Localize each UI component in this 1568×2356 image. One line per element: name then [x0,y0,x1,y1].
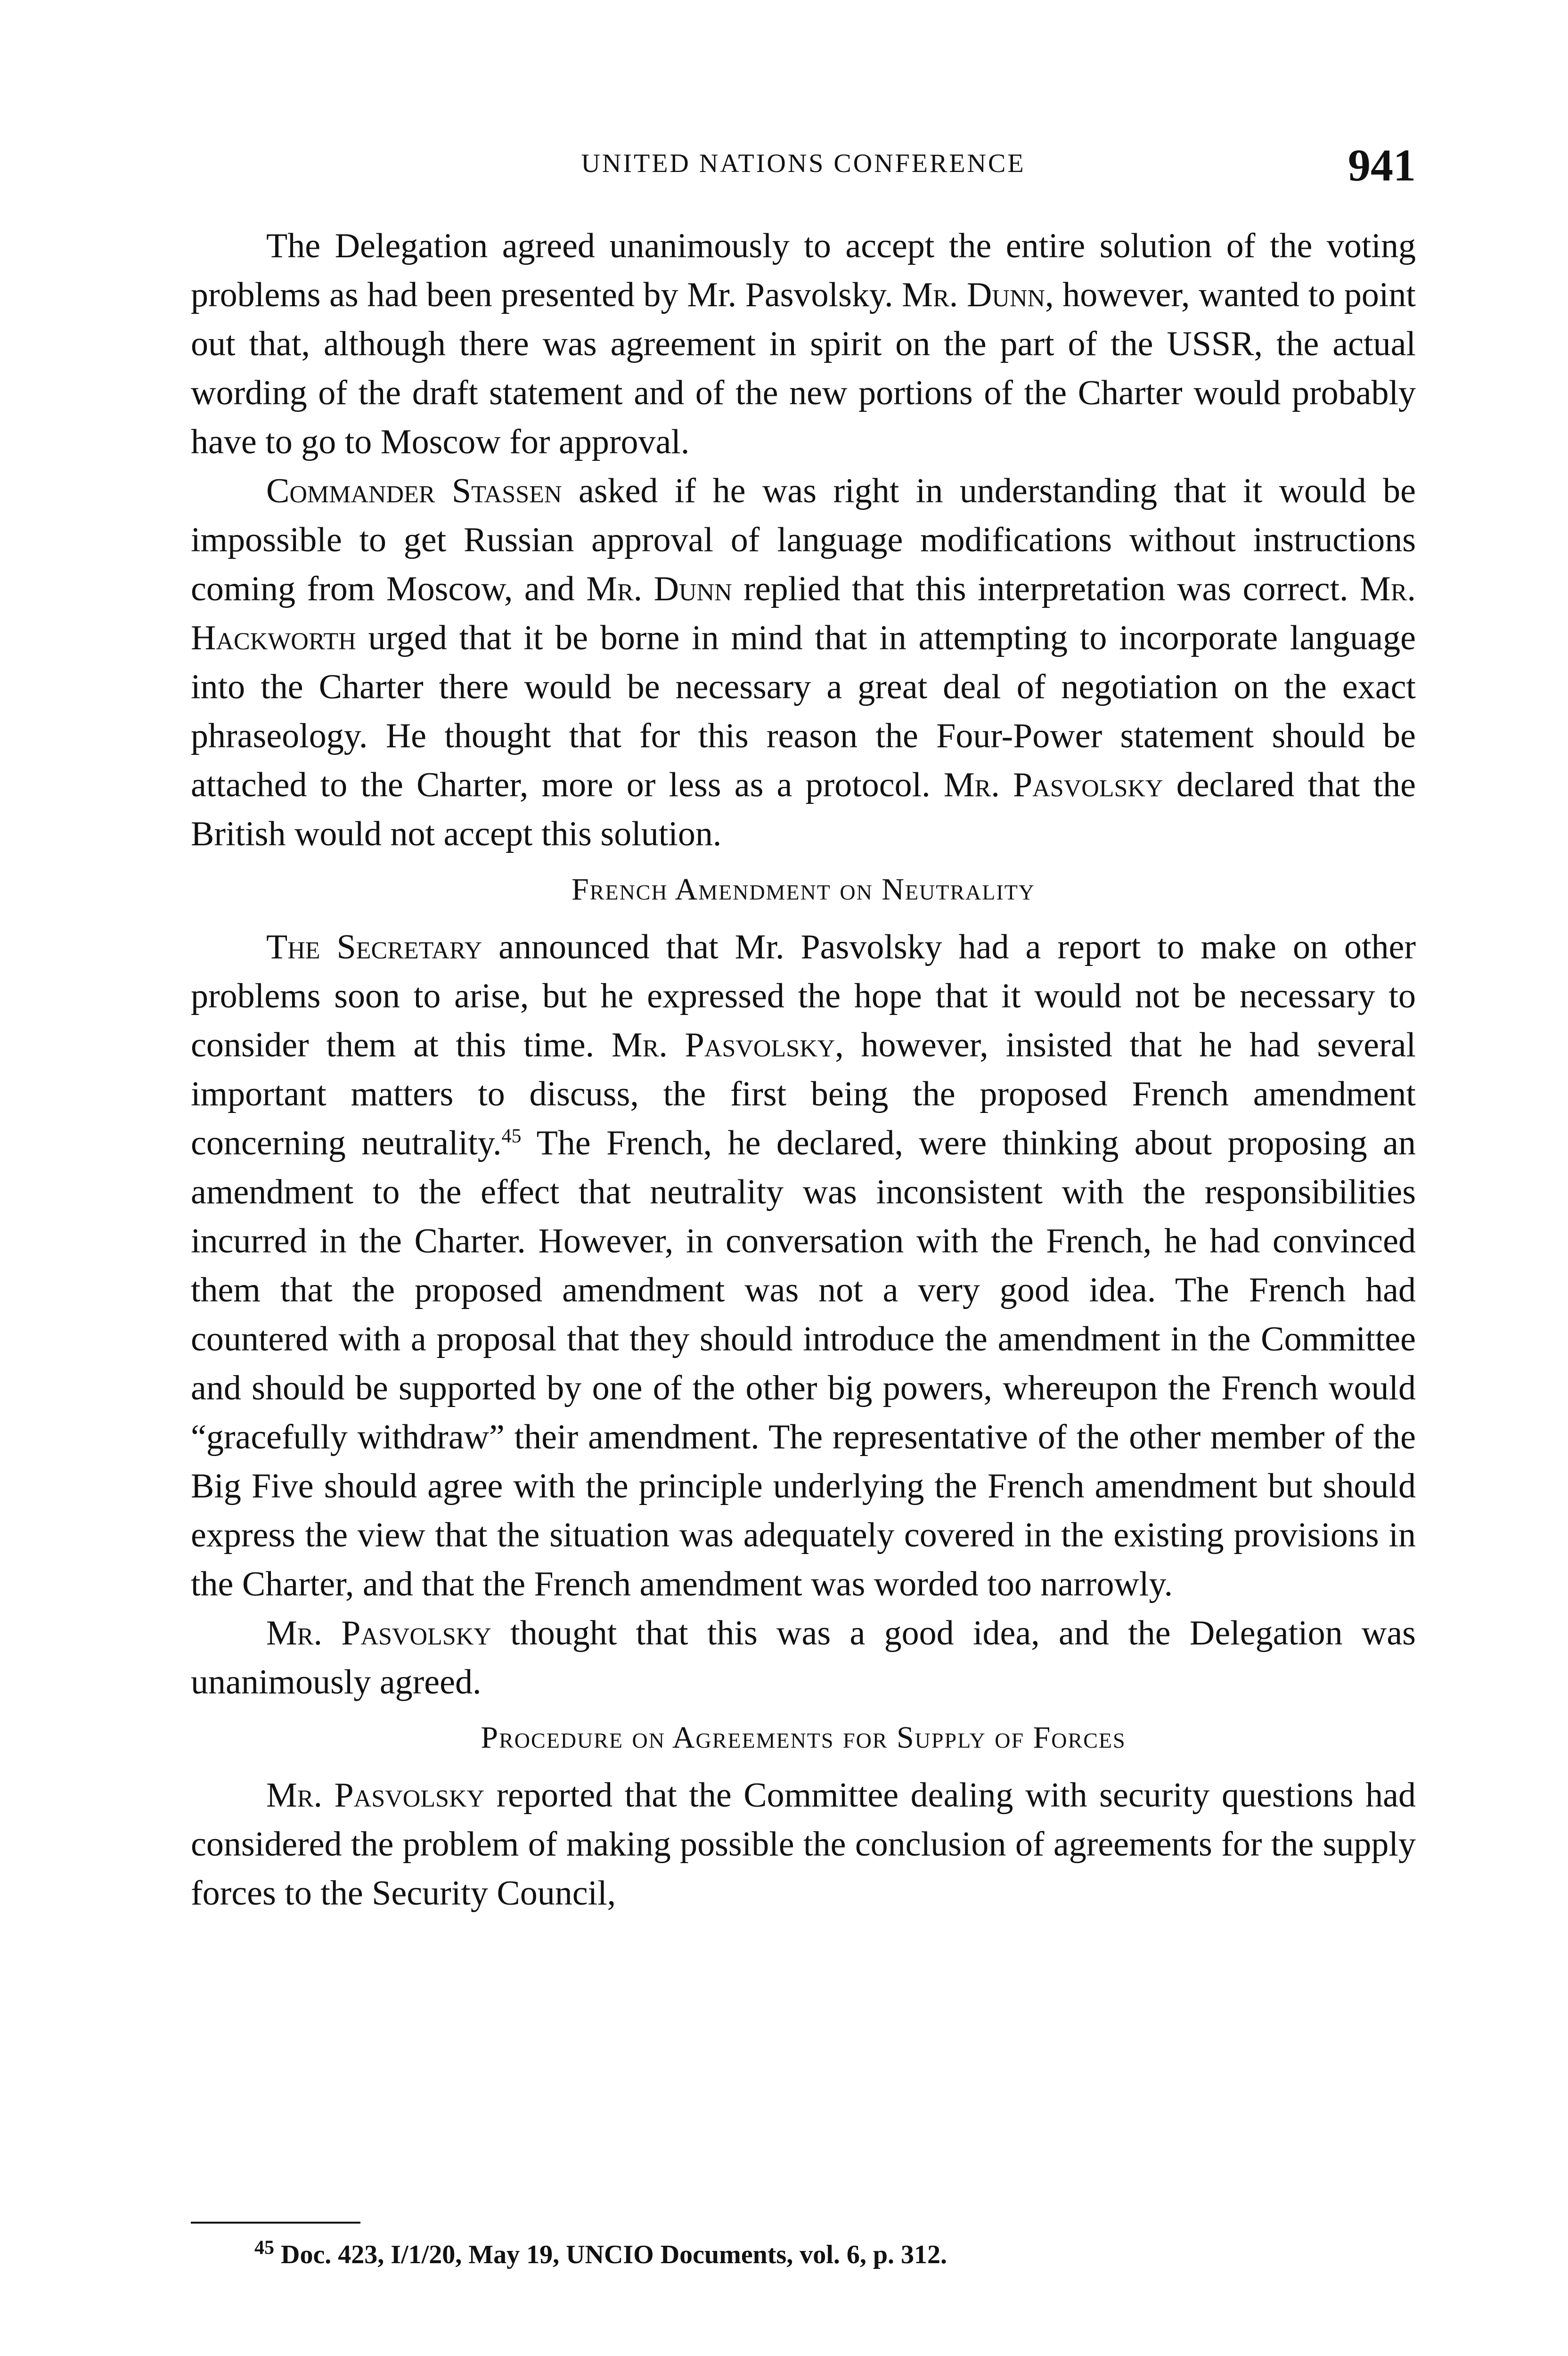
section-heading-supply-of-forces: Procedure on Agreements for Supply of Forces [481,1720,1126,1755]
paragraph-5 [191,1771,1416,1918]
paragraph-text: announced that Mr. Pasvolsky had a report to make on other problems soon to arise, but he expressed the hope that it would not be necessary to consider them at this time. [191,928,1416,1064]
speaker-name: The Secretary [266,928,482,966]
paragraph-text: The French, he declared, were thinking about proposing an amendment to the effect that neutrality was inconsistent with the responsibilities incurred in the Charter. However, in conversation with the French, he had convinced them that the proposed amendment was not a very good idea. The French had countered with a proposal that they should introduce the amendment in the Committee and should be supported by one of the other big powers, whereupon the French would “gracefully withdraw” their amendment. The representative of the other member of the Big Five should agree with the principle underlying the French amendment but should express the view that the situation was adequately covered in the existing provisions in the Charter, and that the French amendment was worded too narrowly. [191,1124,1416,1603]
speaker-name: Mr. Pasvolsky [266,1614,491,1652]
paragraph-1 [191,221,1416,466]
running-head: UNITED NATIONS CONFERENCE [581,149,1026,178]
footnote-text: Doc. 423, I/1/20, May 19, UNCIO Documents, vol. 6, p. 312. [274,2240,947,2269]
paragraph-2 [191,466,1416,859]
paragraph-text: , however, insisted that he had several important matters to discuss, the first being the proposed French amendment concerning neutrality. [191,1026,1416,1162]
footnote [254,2236,1385,2274]
paragraph-text: The Delegation agreed unanimously to accept the entire solution of the voting problems as had been presented by Mr. Pasvolsky. [191,227,1416,314]
speaker-name: Mr. Dunn [586,570,732,608]
footnote-reference: 45 [501,1125,522,1147]
speaker-name: Mr. Pasvolsky [611,1026,835,1064]
speaker-name: Mr. Pasvolsky [943,766,1163,804]
speaker-name: Mr. Dunn [902,276,1045,314]
paragraph-text: thought that this was a good idea, and the Delegation was unanimously agreed. [191,1614,1416,1702]
paragraph-text: replied that this interpretation was correct. [732,570,1360,608]
paragraph-3 [191,923,1416,1609]
paragraph-4 [191,1609,1416,1707]
paragraph-text: , however, wanted to point out that, although there was agreement in spirit on the part of the USSR, the actual wording of the draft statement and of the new portions of the Charter would probably have to go to Moscow for approval. [191,276,1416,461]
footnote-divider [191,2222,360,2224]
paragraph-text: reported that the Committee dealing with security questions had considered the problem of making possible the conclusion of agreements for the supply forces to the Security Council, [191,1776,1416,1913]
paragraph-text: asked if he was right in understanding that it would be impossible to get Russian approval of language modifications without instructions coming from Moscow, and [191,472,1416,608]
page-number: 941 [1348,140,1416,190]
speaker-name: Commander Stassen [266,472,562,510]
body-text [191,221,1416,1918]
speaker-name: Mr. Pasvolsky [266,1776,485,1815]
page-header [191,139,1416,205]
section-heading-french-amendment: French Amendment on Neutrality [571,872,1036,907]
paragraph-text: urged that it be borne in mind that in attempting to incorporate language into the Charter there would be necessary a great deal of negotiation on the exact phraseology. He thought that for this reason the Four-Power statement should be attached to the Charter, more or less as a protocol. [191,619,1416,804]
footnote-number: 45 [254,2237,274,2259]
speaker-name: Mr. Hackworth [191,570,1416,657]
paragraph-text: declared that the British would not accept this solution. [191,766,1416,853]
